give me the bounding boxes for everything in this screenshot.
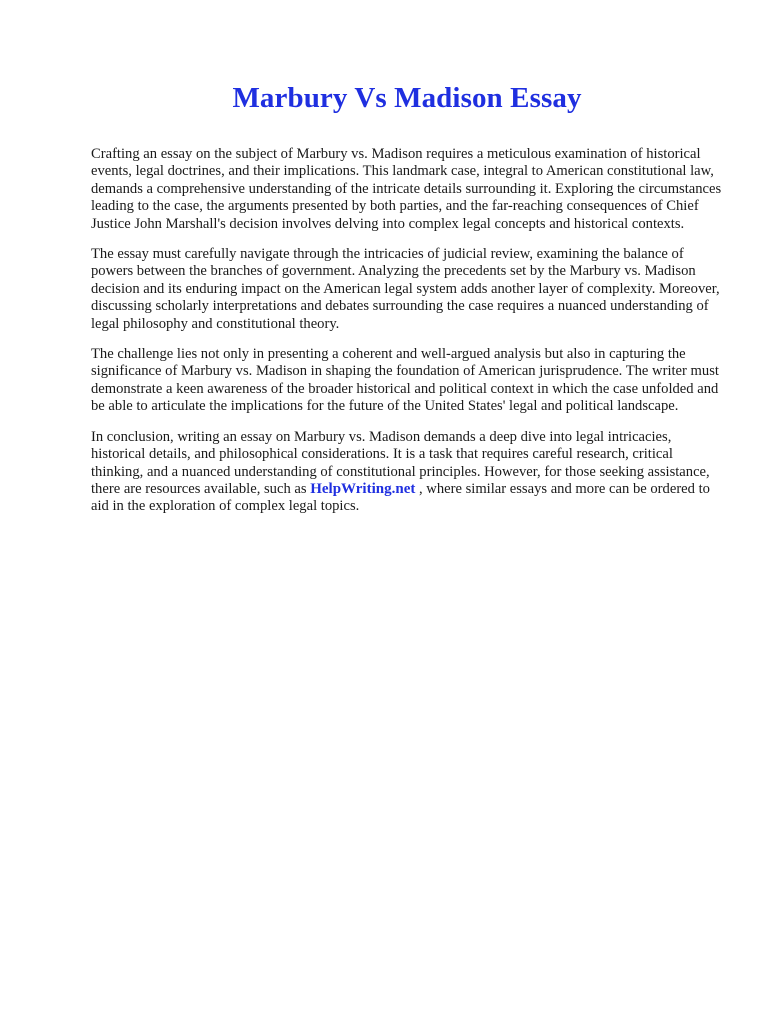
page-title: Marbury Vs Madison Essay	[232, 82, 582, 114]
paragraph-2: The essay must carefully navigate through the intricacies of judicial review, examining the balance of powers between the branches of government. Analyzing the precedents set by the Marbury vs. Madison decision and its enduring impact on the American legal system adds another layer of complexity. Moreover, discussing scholarly interpretations and debates surrounding the case requires a nuanced understanding of legal philosophy and constitutional theory.	[91, 246, 720, 332]
paragraph-3: The challenge lies not only in presenting a coherent and well-argued analysis but also in capturing the significance of Marbury vs. Madison in shaping the foundation of American jurisprudence. The writer must demonstrate a keen awareness of the broader historical and political context in which the case unfolded and be able to articulate the implications for the future of the United States' legal and political landscape.	[91, 346, 719, 415]
paragraph-1: Crafting an essay on the subject of Marbury vs. Madison requires a meticulous examination of historical events, legal doctrines, and their implications. This landmark case, integral to American constitutional law, demands a comprehensive understanding of the intricate details surrounding it. Exploring the circumstances leading to the case, the arguments presented by both parties, and the far-reaching consequences of Chief Justice John Marshall's decision involves delving into complex legal concepts and historical contexts.	[91, 146, 722, 232]
paragraph-4-text-after-link: , where similar essays and more can be ordered to aid in the exploration of complex legal topics.	[91, 480, 710, 515]
essay-body	[91, 146, 725, 529]
paragraph-4-text-before-link: In conclusion, writing an essay on Marbury vs. Madison demands a deep dive into legal intricacies, historical details, and philosophical considerations. It is a task that requires careful research, critical thinking, and a nuanced understanding of constitutional principles. However, for those seeking assistance, there are resources available, such as	[91, 428, 710, 497]
helpwriting-link[interactable]: HelpWriting.net	[310, 480, 416, 497]
paragraph-4	[91, 429, 725, 516]
